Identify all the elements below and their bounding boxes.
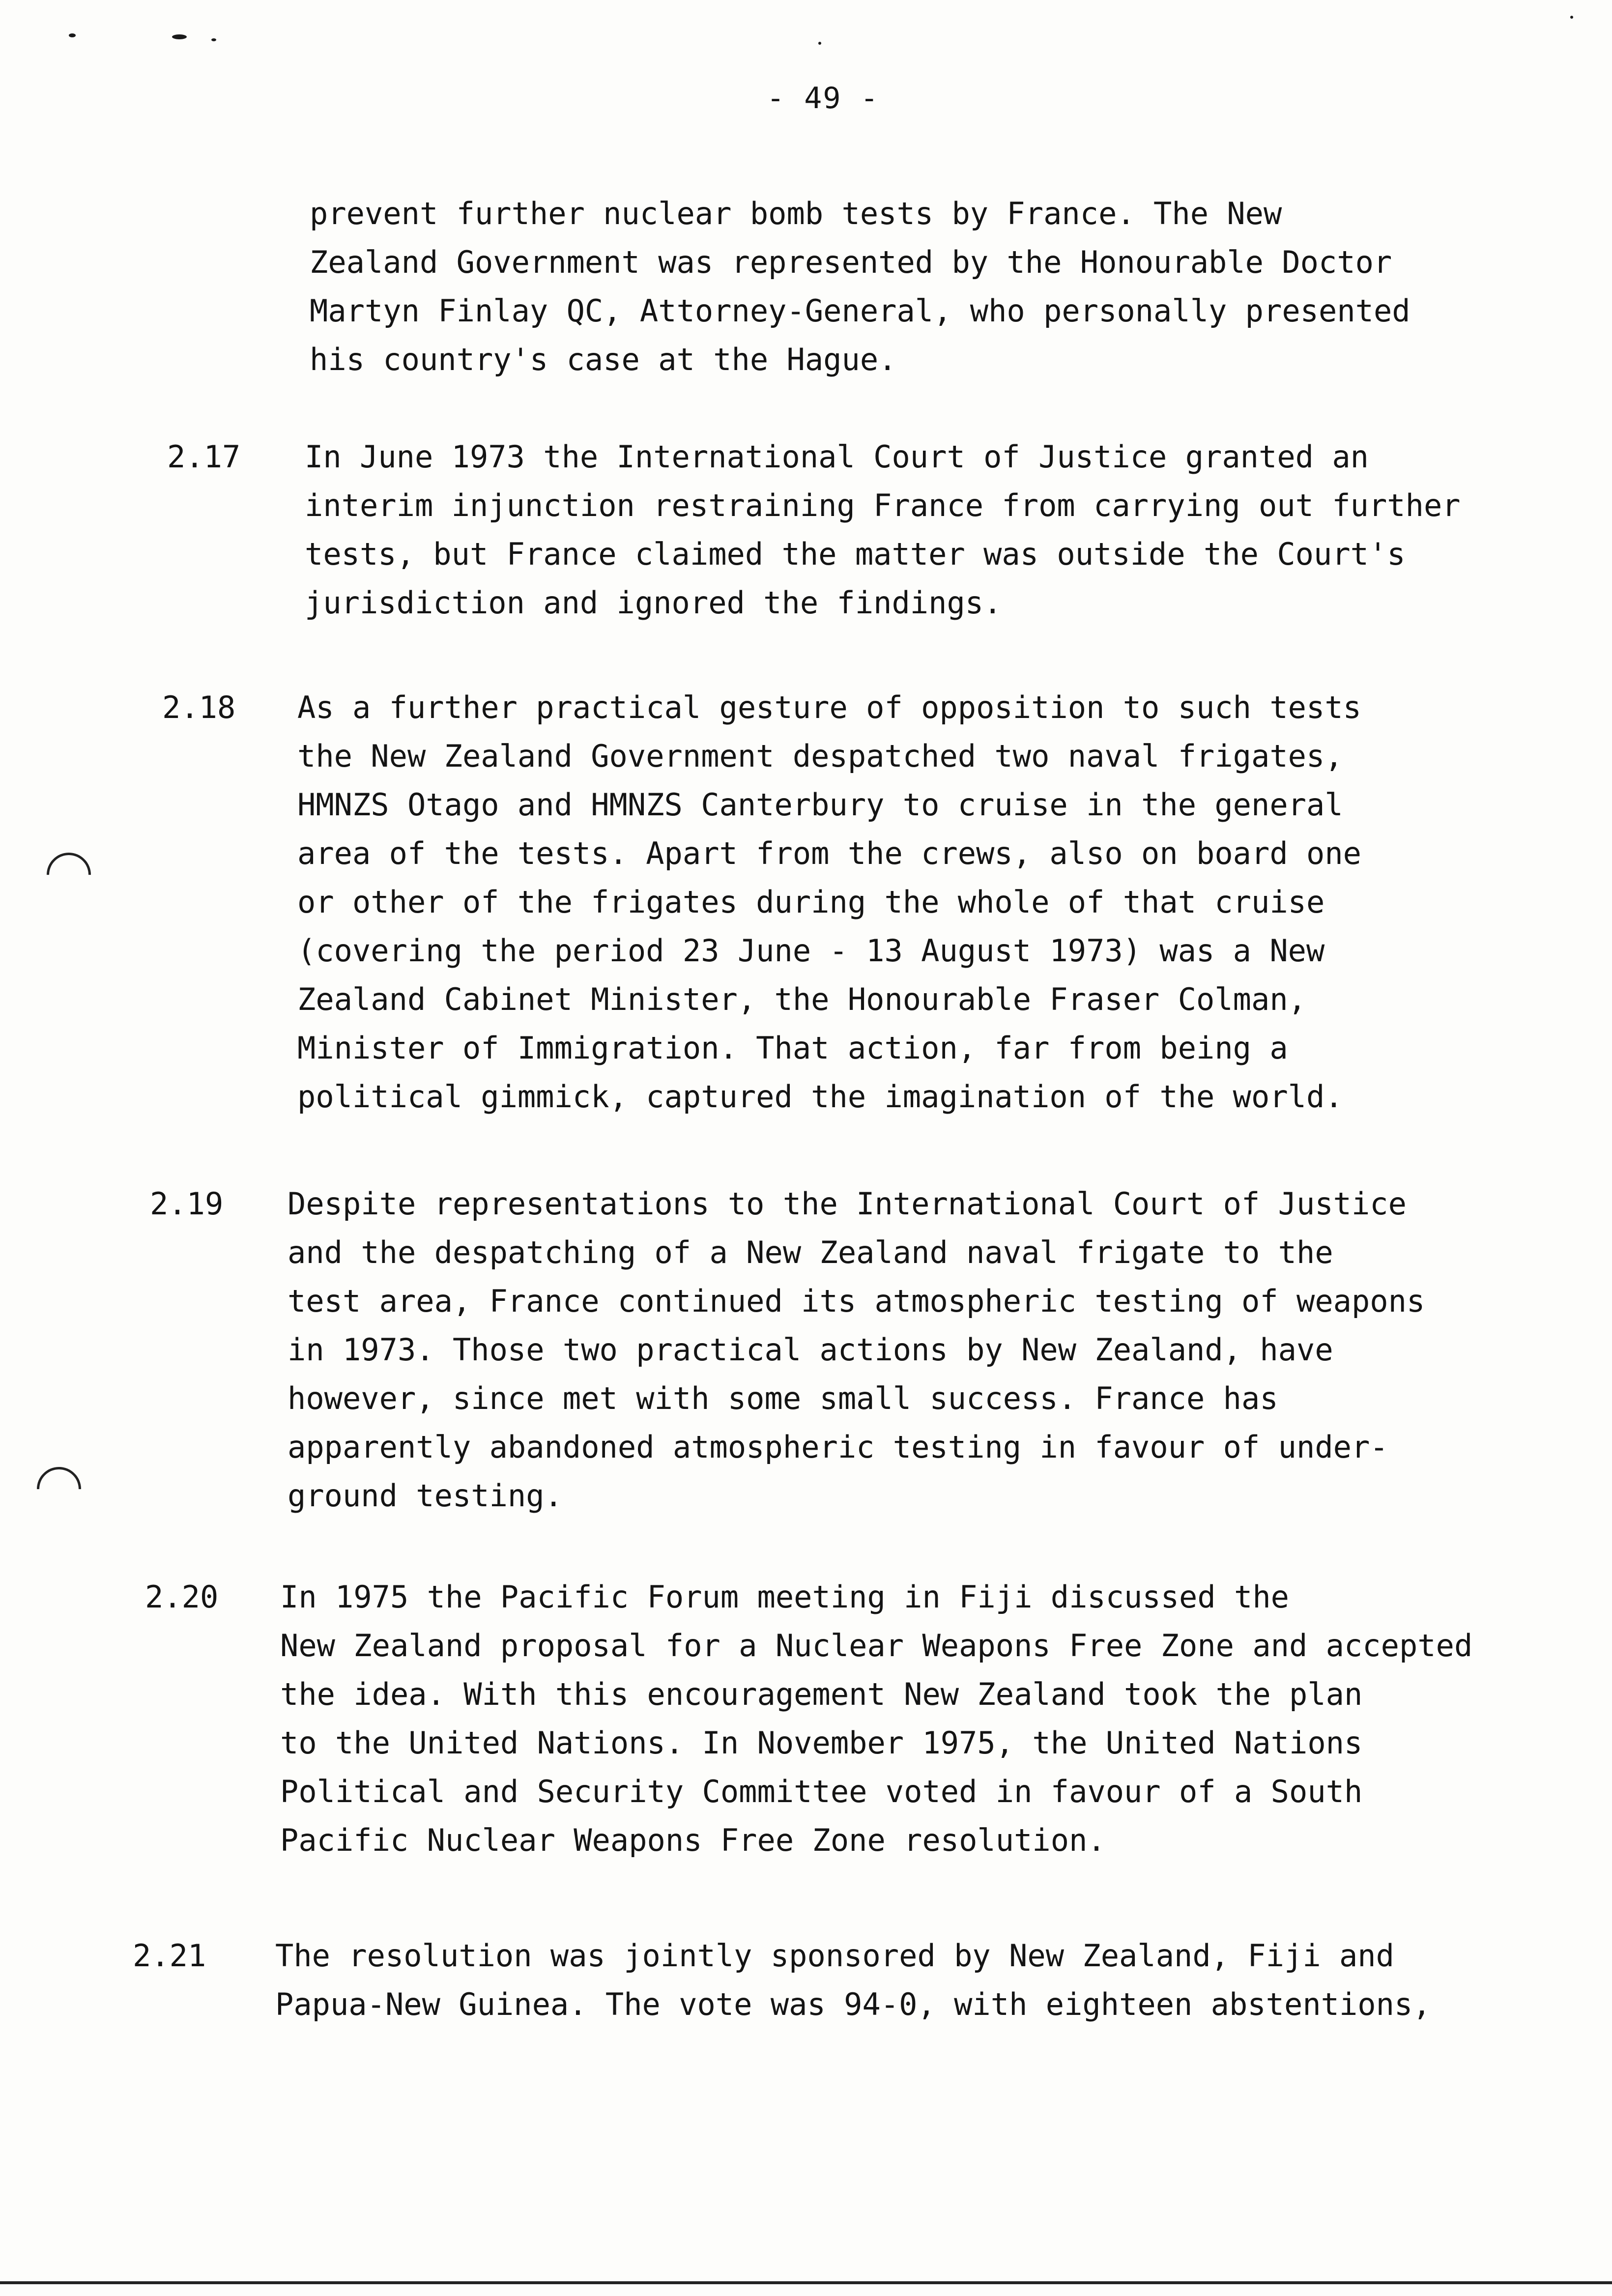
scan-speck xyxy=(172,34,187,39)
page-number: - 49 - xyxy=(767,81,879,115)
paragraph-text: The resolution was jointly sponsored by New Zealand, Fiji and Papua-New Guinea. The vote was 94-0, with eighteen abstentions, xyxy=(275,1938,1431,2022)
paragraph-text: Despite representations to the International Court of Justice and the despatching of a New Zealand naval frigate to the test area, France continued its atmospheric testing of weapons in 1973. Those two practical actions by New Zealand, have however, since met with some small success. France has apparently abandoned atmospheric testing in favour of under- ground testing. xyxy=(288,1186,1425,1514)
paragraph-text: In 1975 the Pacific Forum meeting in Fiji discussed the New Zealand proposal for a Nuclear Weapons Free Zone and accepted the idea. With this encouragement New Zealand took the plan to the United Nations. In November 1975, the United Nations Political and Security Committee voted in favour of a South Pacific Nuclear Weapons Free Zone resolution. xyxy=(280,1579,1473,1858)
paragraph-number: 2.21 xyxy=(133,1938,206,1974)
scan-speck xyxy=(211,38,216,41)
paragraph-text: As a further practical gesture of opposition to such tests the New Zealand Government despatched two naval frigates, HMNZS Otago and HMNZS Canterbury to cruise in the general area of the tests. Apart from the crews, also on board one or other of the frigates during the whole of that cruise (covering the period 23 June - 13 August 1973) was a New Zealand Cabinet Minister, the Honourable Fraser Colman, Minister of Immigration. That action, far from being a political gimmick, captured the imagination of the world. xyxy=(297,689,1361,1115)
paragraph-text: In June 1973 the International Court of Justice granted an interim injunction restraining France from carrying out further tests, but France claimed the matter was outside the Court's jurisdiction and ignored the findings. xyxy=(305,439,1461,621)
paragraph-number: 2.20 xyxy=(145,1579,219,1615)
punch-hole-mark xyxy=(37,843,100,906)
scan-speck xyxy=(1570,16,1573,19)
punch-hole-mark xyxy=(28,1458,90,1520)
scan-speck xyxy=(69,33,76,37)
paragraph-number: 2.17 xyxy=(167,439,241,475)
paragraph-continuation-text: prevent further nuclear bomb tests by France. The New Zealand Government was represented by the Honourable Doctor Martyn Finlay QC, Attorney-General, who personally presented his country's case at the Hague. xyxy=(310,196,1410,377)
paragraph-number: 2.18 xyxy=(162,689,236,725)
paragraph-number: 2.19 xyxy=(150,1186,224,1222)
bottom-edge-line xyxy=(0,2281,1612,2284)
scan-speck xyxy=(818,42,821,45)
